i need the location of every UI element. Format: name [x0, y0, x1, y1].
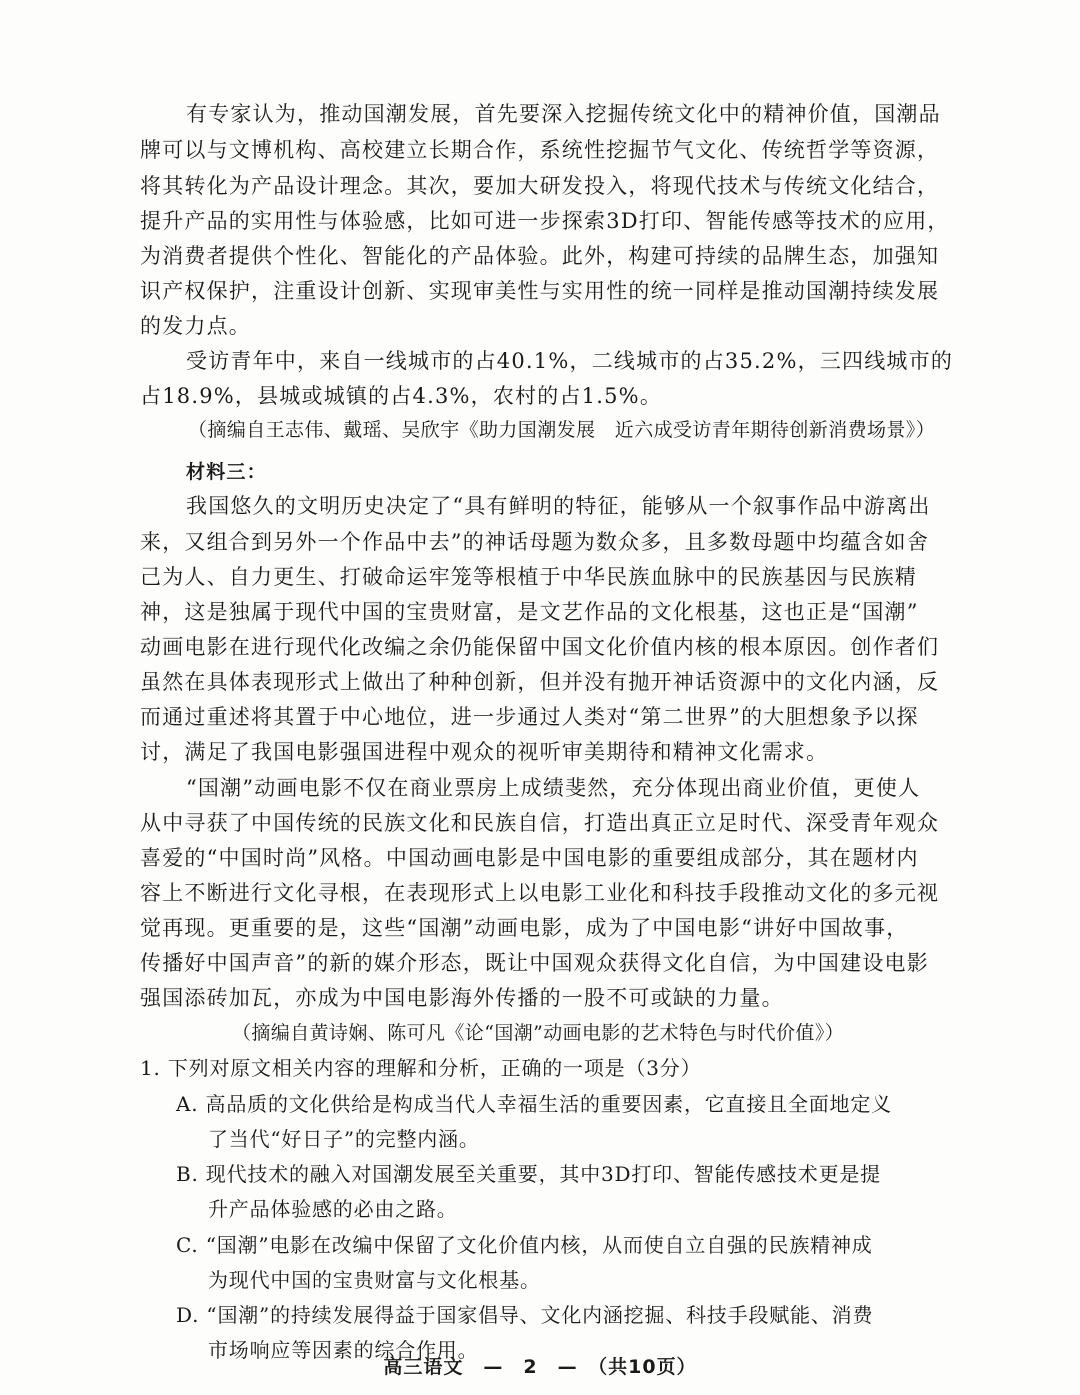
option-text: D. “国潮”的持续发展得益于国家倡导、文化内涵挖掘、科技手段赋能、消费	[176, 1303, 874, 1327]
text-line: 动画电影在进行现代化改编之余仍能保留中国文化价值内核的根本原因。创作者们	[140, 635, 940, 659]
text-line: 从中寻获了中国传统的民族文化和民族自信，打造出真正立足时代、深受青年观众	[140, 811, 940, 835]
text-line: 的发力点。	[140, 314, 251, 338]
text-line: 神，这是独属于现代中国的宝贵财富，是文艺作品的文化根基，这也正是“国潮”	[140, 600, 919, 624]
option-text: A. 高品质的文化供给是构成当代人幸福生活的重要因素，它直接且全面地定义	[176, 1092, 892, 1116]
text-line: 己为人、自力更生、打破命运牢笼等根植于中华民族血脉中的民族基因与民族精	[140, 565, 917, 589]
option-text: 了当代“好日子”的完整内涵。	[208, 1127, 480, 1151]
text-line: 来，又组合到另外一个作品中去”的神话母题为数众多，且多数母题中均蕴含如舍	[140, 530, 929, 554]
source-citation: （摘编自王志伟、戴瑶、吴欣宇《助力国潮发展 近六成受访青年期待创新消费场景》）	[188, 419, 936, 441]
section-heading: 材料三：	[186, 461, 267, 483]
option-text: 升产品体验感的必由之路。	[208, 1197, 458, 1221]
option-text: 为现代中国的宝贵财富与文化根基。	[208, 1268, 541, 1292]
text-line: 喜爱的“中国时尚”风格。中国动画电影是中国电影的重要组成部分，其在题材内	[140, 846, 919, 870]
text-line: 我国悠久的文明历史决定了“具有鲜明的特征，能够从一个叙事作品中游离出	[186, 494, 931, 518]
text-line: 虽然在具体表现形式上做出了种种创新，但并没有抛开神话资源中的文化内涵，反	[140, 670, 940, 694]
text-line: 讨，满足了我国电影强国进程中观众的视听审美期待和精神文化需求。	[140, 740, 829, 764]
text-line: 为消费者提供个性化、智能化的产品体验。此外，构建可持续的品牌生态，加强知	[140, 244, 940, 268]
text-line: 提升产品的实用性与体验感，比如可进一步探索3D打印、智能传感等技术的应用，	[140, 209, 950, 233]
option-text: 市场响应等因素的综合作用。	[208, 1338, 479, 1362]
page-footer: 高三语文 — 2 — （共10页）	[383, 1356, 697, 1378]
option-text: B. 现代技术的融入对国潮发展至关重要，其中3D打印、智能传感技术更是提	[176, 1162, 881, 1186]
text-line: 识产权保护，注重设计创新、实现审美性与实用性的统一同样是推动国潮持续发展	[140, 279, 940, 303]
text-line: 觉再现。更重要的是，这些“国潮”动画电影，成为了中国电影“讲好中国故事，	[140, 916, 909, 940]
text-line: 牌可以与文博机构、高校建立长期合作，系统性挖掘节气文化、传统哲学等资源，	[140, 138, 940, 162]
text-line: 将其转化为产品设计理念。其次，要加大研发投入，将现代技术与传统文化结合，	[140, 174, 940, 198]
option-text: C. “国潮”电影在改编中保留了文化价值内核，从而使自立自强的民族精神成	[176, 1233, 873, 1257]
text-line: 传播好中国声音”的新的媒介形态，既让中国观众获得文化自信，为中国建设电影	[140, 951, 929, 975]
text-line: 受访青年中，来自一线城市的占40.1%，二线城市的占35.2%，三四线城市的	[186, 349, 954, 373]
text-line: 而通过重述将其置于中心地位，进一步通过人类对“第二世界”的大胆想象予以探	[140, 705, 919, 729]
text-line: 有专家认为，推动国潮发展，首先要深入挖掘传统文化中的精神价值，国潮品	[186, 102, 941, 126]
text-line: 占18.9%，县城或城镇的占4.3%，农村的占1.5%。	[140, 384, 663, 408]
source-citation: （摘编自黄诗娴、陈可凡《论“国潮”动画电影的艺术特色与时代价值》）	[232, 1022, 845, 1044]
text-line: 强国添砖加瓦，亦成为中国电影海外传播的一股不可或缺的力量。	[140, 986, 784, 1010]
question-stem: 1. 下列对原文相关内容的理解和分析，正确的一项是（3分）	[140, 1056, 702, 1080]
text-line: 容上不断进行文化寻根，在表现形式上以电影工业化和科技手段推动文化的多元视	[140, 881, 940, 905]
text-line: “国潮”动画电影不仅在商业票房上成绩斐然，充分体现出商业价值，更使人	[186, 776, 921, 800]
